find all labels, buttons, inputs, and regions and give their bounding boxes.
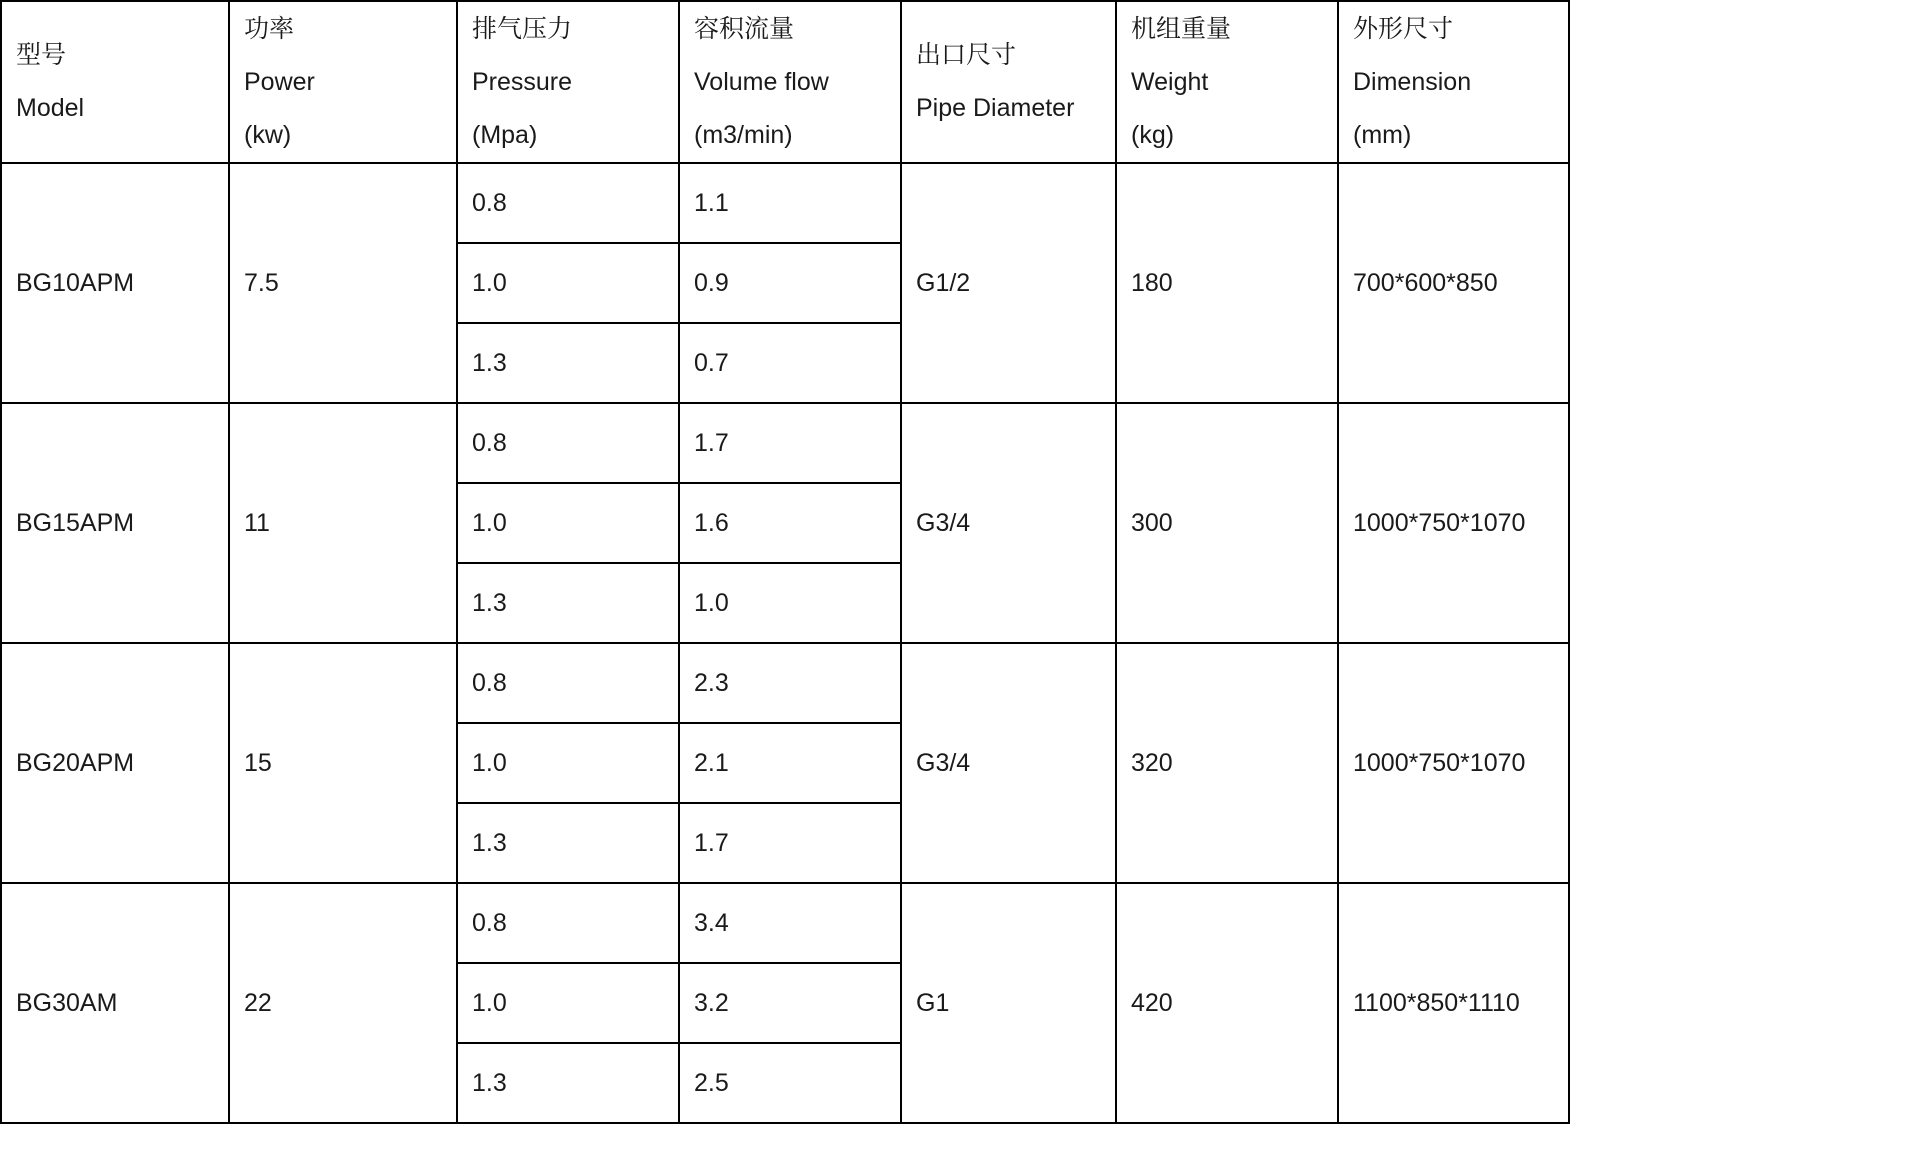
weight-cell: 420	[1116, 883, 1338, 1123]
header-label-flow-2: Volume flow	[694, 67, 829, 96]
flow-cell: 1.1	[679, 163, 901, 243]
pipe-diameter-cell: G3/4	[901, 643, 1116, 883]
table-row	[1, 883, 1569, 963]
flow-cell: 2.5	[679, 1043, 901, 1123]
flow-cell: 1.6	[679, 483, 901, 563]
header-cell-power	[229, 1, 457, 163]
flow-cell: 2.3	[679, 643, 901, 723]
weight-cell: 180	[1116, 163, 1338, 403]
weight-cell: 300	[1116, 403, 1338, 643]
pipe-diameter-cell: G3/4	[901, 403, 1116, 643]
table-row	[1, 643, 1569, 723]
header-label-flow-3: (m3/min)	[694, 120, 793, 149]
pressure-cell: 1.0	[457, 963, 679, 1043]
table-body	[1, 163, 1569, 1123]
header-label-power-2: Power	[244, 67, 315, 96]
table-row	[1, 163, 1569, 243]
flow-cell: 3.2	[679, 963, 901, 1043]
power-cell: 15	[229, 643, 457, 883]
pipe-diameter-cell: G1	[901, 883, 1116, 1123]
pressure-cell: 1.0	[457, 483, 679, 563]
header-label-weight-3: (kg)	[1131, 120, 1175, 149]
pressure-cell: 1.0	[457, 723, 679, 803]
dimension-cell: 1000*750*1070	[1338, 403, 1569, 643]
model-cell: BG30AM	[1, 883, 229, 1123]
flow-cell: 3.4	[679, 883, 901, 963]
pressure-cell: 1.0	[457, 243, 679, 323]
model-cell: BG10APM	[1, 163, 229, 403]
header-label-model-2: Model	[16, 94, 85, 123]
pressure-cell: 0.8	[457, 163, 679, 243]
power-cell: 7.5	[229, 163, 457, 403]
power-cell: 11	[229, 403, 457, 643]
header-label-pressure-2: Pressure	[472, 67, 573, 96]
table-row	[1, 403, 1569, 483]
pressure-cell: 0.8	[457, 883, 679, 963]
header-label-pipe-2: Pipe Diameter	[916, 94, 1075, 123]
pressure-cell: 0.8	[457, 403, 679, 483]
header-label-pipe-1: 出口尺寸	[916, 41, 1017, 70]
header-label-model-1: 型号	[16, 41, 67, 70]
header-cell-dimension	[1338, 1, 1569, 163]
header-label-pressure-3: (Mpa)	[472, 120, 538, 149]
flow-cell: 1.7	[679, 403, 901, 483]
header-label-power-3: (kw)	[244, 120, 292, 149]
model-cell: BG15APM	[1, 403, 229, 643]
header-label-dimension-3: (mm)	[1353, 120, 1412, 149]
power-cell: 22	[229, 883, 457, 1123]
pressure-cell: 1.3	[457, 563, 679, 643]
header-label-weight-2: Weight	[1131, 67, 1209, 96]
flow-cell: 1.7	[679, 803, 901, 883]
header-label-dimension-1: 外形尺寸	[1353, 15, 1454, 43]
header-label-weight-1: 机组重量	[1131, 15, 1232, 43]
model-cell: BG20APM	[1, 643, 229, 883]
header-label-dimension-2: Dimension	[1353, 67, 1472, 96]
flow-cell: 1.0	[679, 563, 901, 643]
header-row	[1, 1, 1569, 163]
header-label-pressure-1: 排气压力	[472, 15, 573, 43]
dimension-cell: 700*600*850	[1338, 163, 1569, 403]
pressure-cell: 1.3	[457, 1043, 679, 1123]
header-cell-pressure	[457, 1, 679, 163]
flow-cell: 0.7	[679, 323, 901, 403]
header-cell-weight	[1116, 1, 1338, 163]
header-cell-pipe	[901, 1, 1116, 163]
flow-cell: 2.1	[679, 723, 901, 803]
header-cell-model	[1, 1, 229, 163]
dimension-cell: 1100*850*1110	[1338, 883, 1569, 1123]
header-label-flow-1: 容积流量	[694, 15, 795, 43]
header-cell-flow	[679, 1, 901, 163]
pressure-cell: 1.3	[457, 803, 679, 883]
weight-cell: 320	[1116, 643, 1338, 883]
pipe-diameter-cell: G1/2	[901, 163, 1116, 403]
pressure-cell: 0.8	[457, 643, 679, 723]
flow-cell: 0.9	[679, 243, 901, 323]
pressure-cell: 1.3	[457, 323, 679, 403]
table-header	[1, 1, 1569, 163]
dimension-cell: 1000*750*1070	[1338, 643, 1569, 883]
header-label-power-1: 功率	[244, 15, 295, 43]
